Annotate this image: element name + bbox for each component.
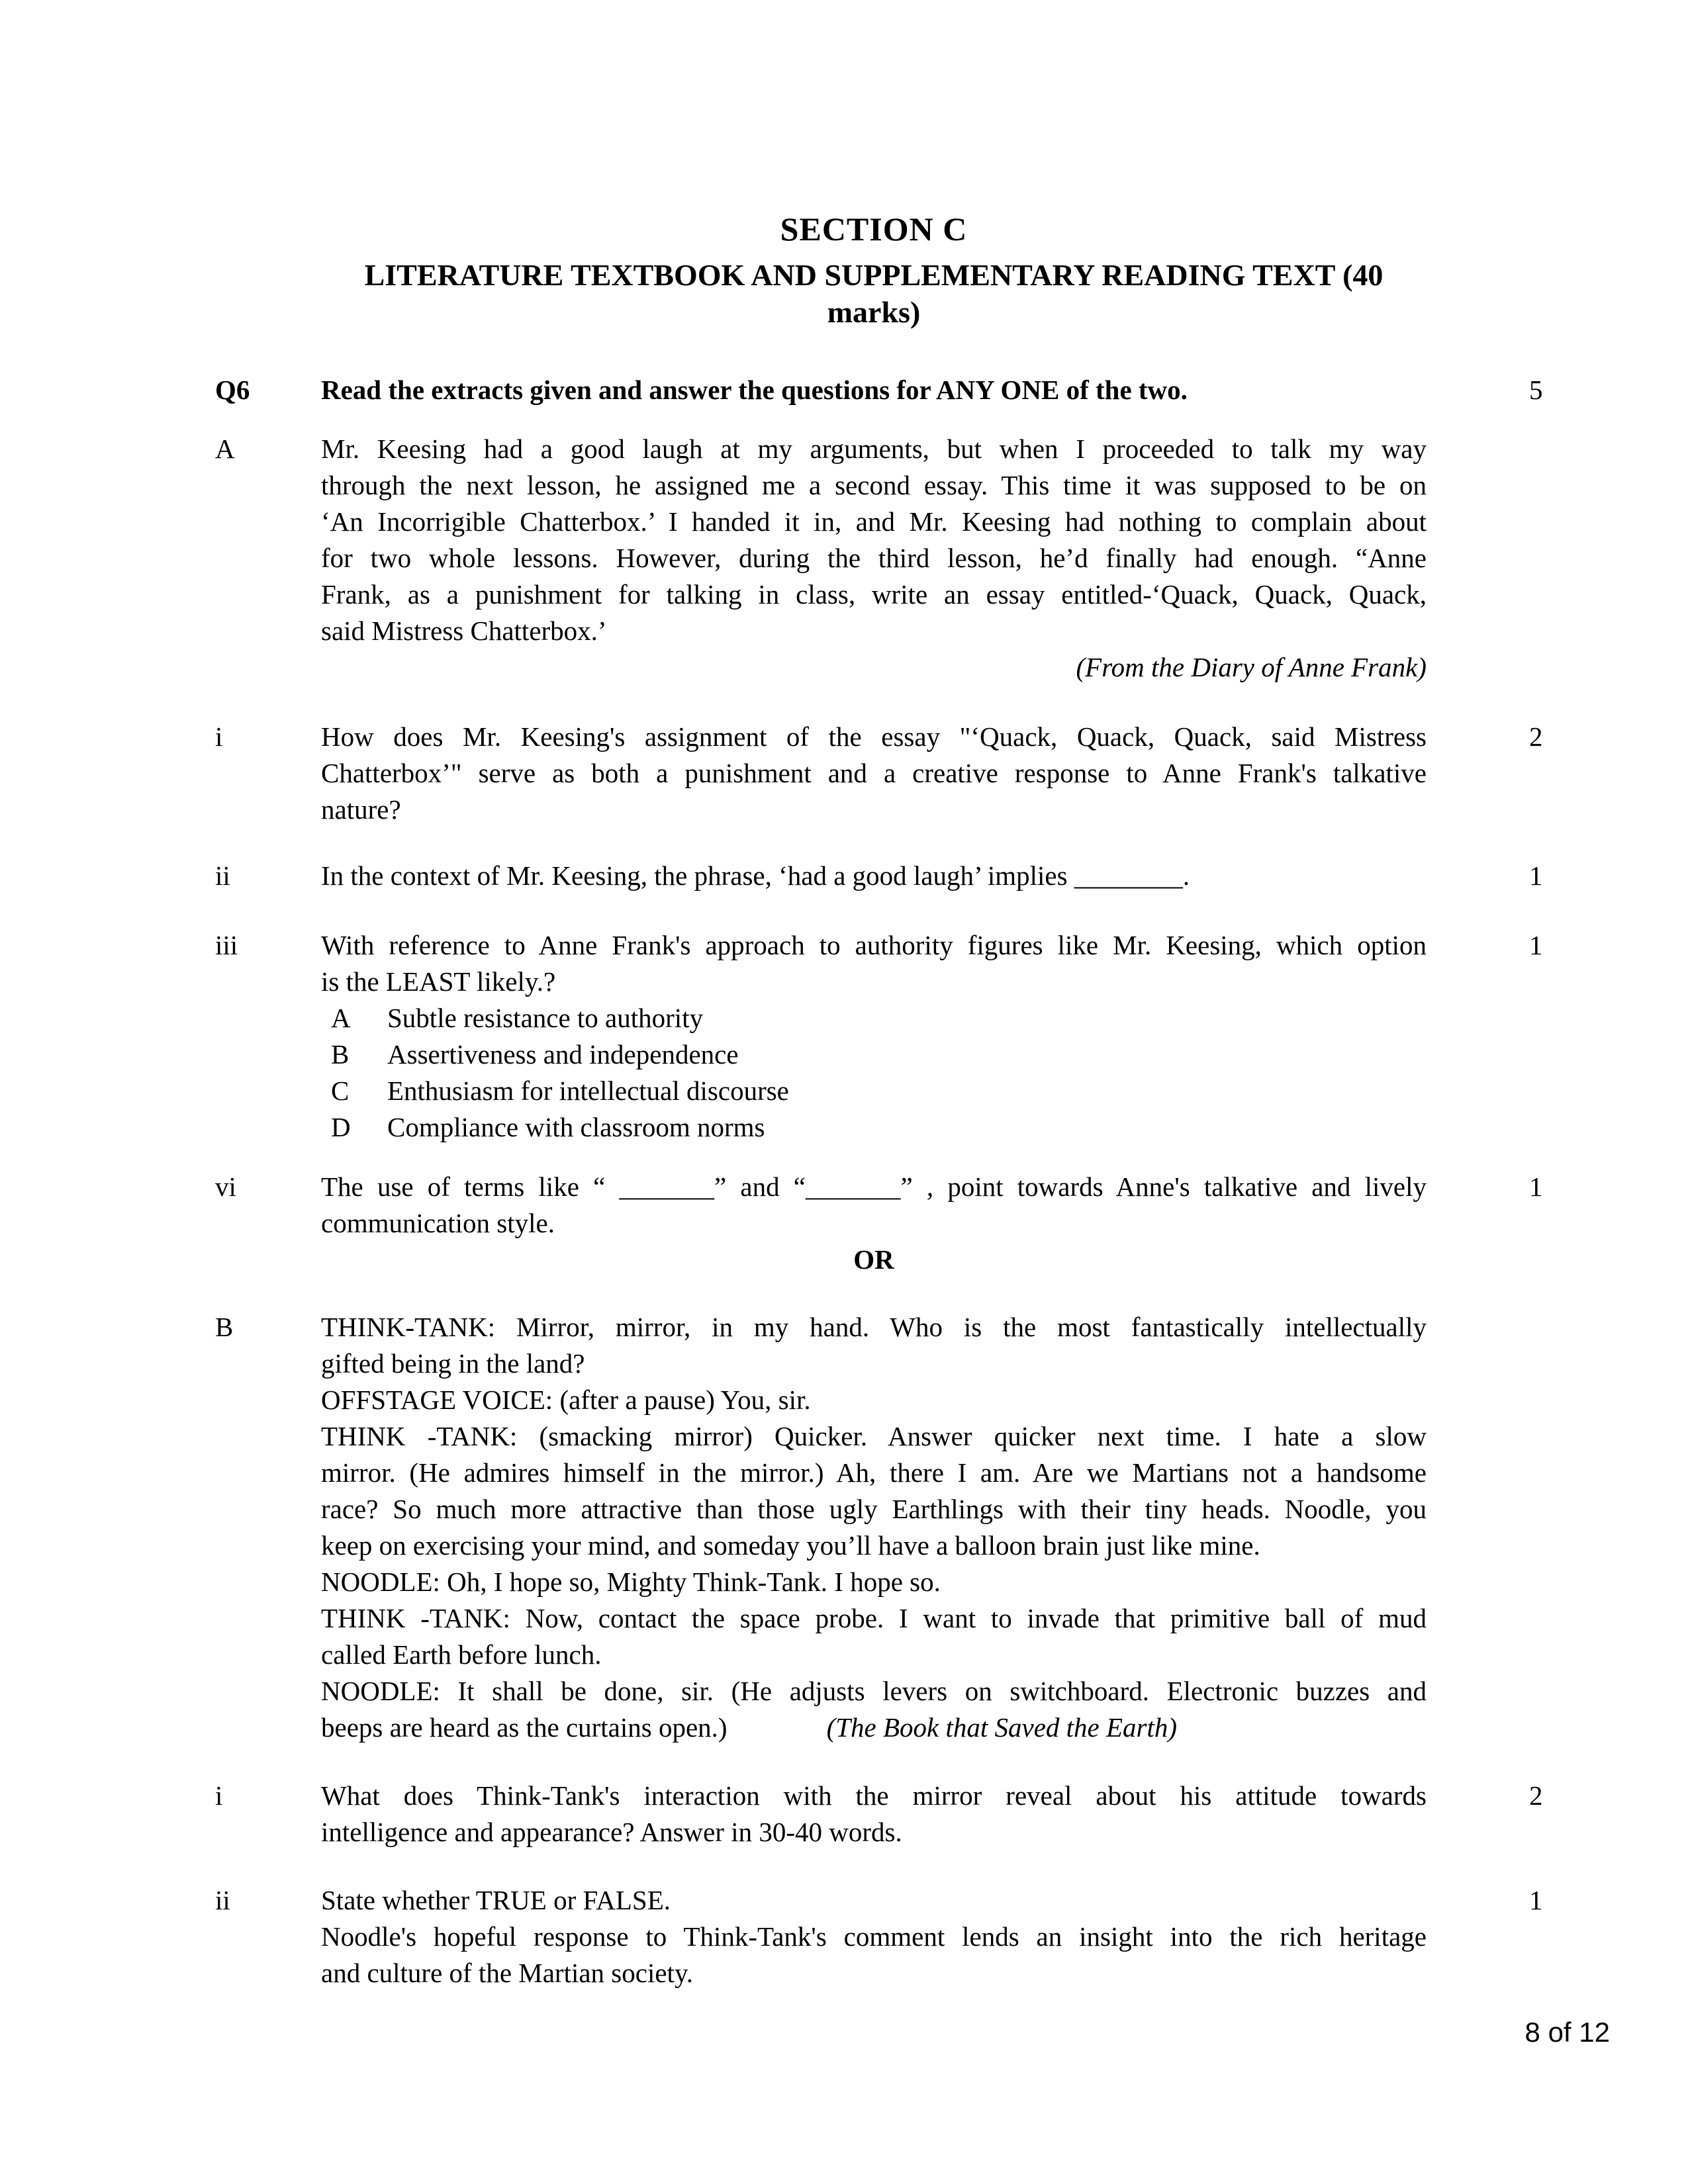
question-a-i-text	[321, 719, 1427, 828]
text-line: called Earth before lunch.	[321, 1639, 602, 1670]
text-line: State whether TRUE or FALSE.	[321, 1885, 671, 1915]
question-a-i-number: i	[215, 721, 223, 752]
text-line: Chatterbox’" serve as both a punishment and a creative response to Anne Frank's talkative	[321, 758, 1427, 788]
text-line: In the context of Mr. Keesing, the phrase, ‘had a good laugh’ implies ________.	[321, 860, 1190, 891]
text-line: The use of terms like “ _______” and “_______” , point towards Anne's talkative and lively	[321, 1171, 1427, 1202]
extract-b-text	[321, 1309, 1427, 1746]
question-b-ii-number: ii	[215, 1885, 230, 1915]
page-number: 8 of 12	[1524, 2017, 1610, 2048]
question-b-ii-row	[215, 1882, 1688, 1991]
section-title: SECTION C	[780, 210, 968, 248]
question-a-iii-row	[215, 927, 1688, 1146]
question-b-ii-text	[321, 1882, 1427, 1991]
extract-a-attribution: (From the Diary of Anne Frank)	[1076, 652, 1427, 682]
text-line: mirror. (He admires himself in the mirror.) Ah, there I am. Are we Martians not a handsome	[321, 1457, 1427, 1488]
option-d-text: Compliance with classroom norms	[387, 1112, 765, 1142]
text-line: Noodle's hopeful response to Think-Tank's comment lends an insight into the rich heritage	[321, 1921, 1427, 1952]
section-header	[321, 0, 1427, 331]
text-line: keep on exercising your mind, and someday you’ll have a balloon brain just like mine.	[321, 1530, 1260, 1561]
text-line: and culture of the Martian society.	[321, 1958, 694, 1988]
text-line: intelligence and appearance? Answer in 30-40 words.	[321, 1817, 902, 1847]
text-line: through the next lesson, he assigned me a second essay. This time it was supposed to be on	[321, 470, 1427, 500]
extract-b-last-line	[321, 1709, 1427, 1746]
extract-b-row	[215, 1309, 1688, 1746]
extract-b-label: B	[215, 1312, 234, 1342]
question-a-ii-marks: 1	[1529, 860, 1543, 891]
option-d	[321, 1109, 1427, 1146]
question-6-header-row	[215, 372, 1688, 408]
option-b	[321, 1036, 1427, 1073]
extract-b-attribution: (The Book that Saved the Earth)	[826, 1712, 1178, 1743]
option-c	[321, 1073, 1427, 1109]
question-a-vi-marks: 1	[1529, 1171, 1543, 1202]
option-c-label: C	[331, 1075, 350, 1106]
or-separator: OR	[853, 1244, 894, 1275]
question-a-vi-text	[321, 1169, 1427, 1242]
text-line: gifted being in the land?	[321, 1348, 585, 1379]
question-b-i-number: i	[215, 1780, 223, 1811]
question-b-i-row	[215, 1778, 1688, 1850]
text-line: OFFSTAGE VOICE: (after a pause) You, sir.	[321, 1385, 811, 1415]
text-line: for two whole lessons. However, during the third lesson, he’d finally had enough. “Anne	[321, 543, 1427, 573]
question-a-i-marks: 2	[1529, 721, 1543, 752]
text-line: nature?	[321, 794, 401, 825]
option-b-label: B	[331, 1039, 350, 1069]
text-line: How does Mr. Keesing's assignment of the essay "‘Quack, Quack, Quack, said Mistress	[321, 721, 1427, 752]
question-a-ii-row	[215, 858, 1688, 894]
text-line: NOODLE: Oh, I hope so, Mighty Think-Tank. I hope so.	[321, 1567, 941, 1597]
section-subtitle: LITERATURE TEXTBOOK AND SUPPLEMENTARY READING TEXT (40 marks)	[364, 258, 1383, 329]
question-a-ii-number: ii	[215, 860, 230, 891]
text-line: Mr. Keesing had a good laugh at my arguments, but when I proceeded to talk my way	[321, 433, 1427, 464]
text-line: race? So much more attractive than those ugly Earthlings with their tiny heads. Noodle, you	[321, 1494, 1427, 1524]
extract-a-label: A	[215, 433, 235, 464]
question-6-marks: 5	[1529, 375, 1543, 405]
text-line: communication style.	[321, 1208, 555, 1238]
text-line: said Mistress Chatterbox.’	[321, 615, 607, 646]
question-a-iii-text	[321, 927, 1427, 1146]
text-line: ‘An Incorrigible Chatterbox.’ I handed it in, and Mr. Keesing had nothing to complain about	[321, 506, 1427, 537]
extract-a-row	[215, 431, 1688, 686]
text-line: is the LEAST likely.?	[321, 966, 556, 997]
question-a-vi-number: vi	[215, 1171, 236, 1202]
question-b-ii-marks: 1	[1529, 1885, 1543, 1915]
text-line: With reference to Anne Frank's approach to authority figures like Mr. Keesing, which option	[321, 930, 1427, 960]
question-b-i-text	[321, 1778, 1427, 1850]
option-d-label: D	[331, 1112, 351, 1142]
text-line: What does Think-Tank's interaction with the mirror reveal about his attitude towards	[321, 1780, 1427, 1811]
text-line: beeps are heard as the curtains open.)	[321, 1712, 727, 1743]
text-line: THINK-TANK: Mirror, mirror, in my hand. Who is the most fantastically intellectually	[321, 1312, 1427, 1342]
text-line: THINK -TANK: (smacking mirror) Quicker. Answer quicker next time. I hate a slow	[321, 1421, 1427, 1451]
text-line: THINK -TANK: Now, contact the space probe. I want to invade that primitive ball of mud	[321, 1603, 1427, 1633]
option-b-text: Assertiveness and independence	[387, 1039, 739, 1069]
option-a	[321, 1000, 1427, 1036]
question-a-ii-text	[321, 858, 1427, 894]
question-6-number: Q6	[215, 375, 250, 405]
question-6-instruction: Read the extracts given and answer the questions for ANY ONE of the two.	[321, 375, 1188, 405]
question-a-iii-number: iii	[215, 930, 238, 960]
text-line: NOODLE: It shall be done, sir. (He adjusts levers on switchboard. Electronic buzzes and	[321, 1676, 1427, 1706]
question-a-i-row	[215, 719, 1688, 828]
question-a-iii-marks: 1	[1529, 930, 1543, 960]
or-separator-row	[215, 1242, 1688, 1278]
option-c-text: Enthusiasm for intellectual discourse	[387, 1075, 789, 1106]
option-a-text: Subtle resistance to authority	[387, 1003, 704, 1033]
text-line: Frank, as a punishment for talking in class, write an essay entitled-‘Quack, Quack, Quack,	[321, 579, 1427, 610]
question-a-vi-row	[215, 1169, 1688, 1242]
extract-a-text	[321, 431, 1427, 686]
option-a-label: A	[331, 1003, 351, 1033]
question-b-i-marks: 2	[1529, 1780, 1543, 1811]
